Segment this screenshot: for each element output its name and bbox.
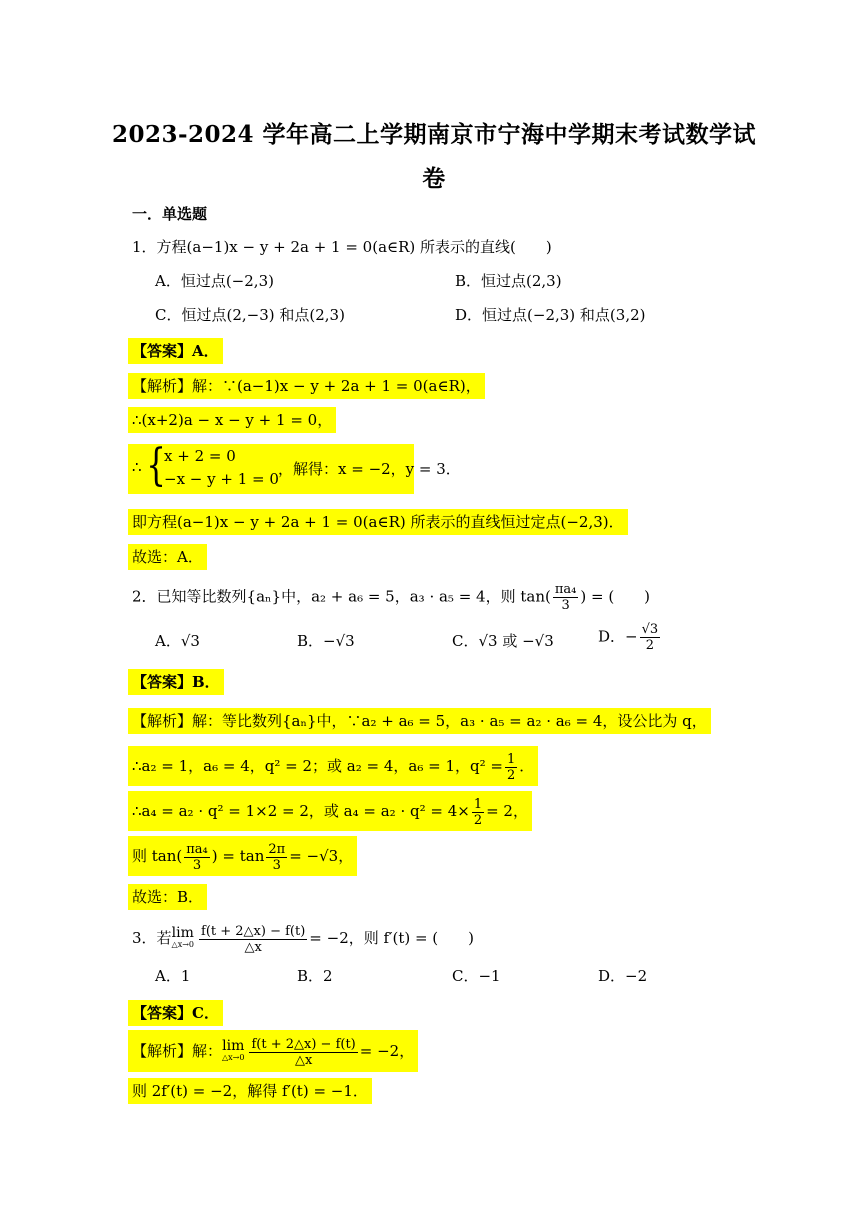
fraction-numerator: 2π — [268, 841, 286, 857]
q3-analysis-1-tail: = −2， — [359, 1042, 415, 1060]
fraction-numerator: πa₄ — [554, 582, 577, 597]
limit-subscript: △x→0 — [171, 940, 195, 949]
q1-system-row-1: x + 2 = 0 — [164, 447, 236, 465]
q1-option-d: D．恒过点(−2,3) 和点(3,2) — [455, 306, 646, 324]
q2-analysis-3-text: ∴a₄ = a₂ · q² = 1×2 = 2，或 a₄ = a₂ · q² = 4× — [132, 802, 470, 820]
q2-analysis-3 — [128, 791, 532, 831]
document-title-line-1: 2023-2024 学年高二上学期南京市宁海中学期末考试数学试 — [111, 121, 757, 148]
q1-analysis-2: ∴(x+2)a − x − y + 1 = 0， — [128, 407, 336, 433]
q3-analysis-1 — [128, 1030, 418, 1072]
q2-stem-text: 2．已知等比数列{aₙ}中，a₂ + a₆ = 5，a₃ · a₅ = 4，则 tan( — [132, 587, 551, 606]
q2-analysis-3-fraction — [472, 797, 484, 828]
limit-operator — [172, 927, 194, 951]
q1-system-row-2: −x − y + 1 = 0 — [164, 470, 279, 488]
q2-analysis-4-fraction-1 — [184, 842, 210, 873]
q1-analysis-4: 即方程(a−1)x − y + 2a + 1 = 0(a∈R) 所表示的直线恒过定点(−2,3)． — [128, 509, 628, 535]
fraction-numerator: 1 — [473, 796, 483, 812]
fraction-numerator: 1 — [506, 751, 516, 767]
fraction-denominator: 2 — [506, 767, 516, 783]
q3-analysis-1-fraction — [249, 1037, 357, 1068]
fraction-numerator: √3 — [641, 622, 659, 637]
q1-option-a: A．恒过点(−2,3) — [155, 272, 274, 290]
fraction-denominator: 2 — [645, 638, 655, 653]
q1-stem: 1．方程(a−1)x − y + 2a + 1 = 0(a∈R) 所表示的直线( ) — [132, 238, 552, 256]
q1-analysis-1: 【解析】解：∵(a−1)x − y + 2a + 1 = 0(a∈R)， — [128, 373, 485, 399]
fraction-numerator: f(t + 2△x) − f(t) — [201, 923, 306, 939]
q2-option-a: A．√3 — [155, 632, 200, 650]
fraction-denominator: △x — [244, 939, 262, 955]
q2-stem-fraction — [553, 582, 579, 613]
q2-analysis-4-mid: ) = tan — [211, 847, 265, 865]
q3-stem — [132, 920, 474, 956]
q1-system-solution: ，解得：x = −2，y = 3． — [278, 460, 461, 478]
q2-choice: 故选：B． — [128, 884, 207, 910]
q3-option-b: B．2 — [297, 967, 333, 985]
limit-subscript: △x→0 — [222, 1053, 245, 1062]
limit-word: lim — [171, 925, 194, 941]
q3-analysis-1-text: 【解析】解： — [132, 1042, 223, 1060]
q2-analysis-4-text: 则 tan( — [132, 847, 183, 865]
q3-option-a: A．1 — [155, 967, 191, 985]
q2-analysis-2 — [128, 746, 538, 786]
fraction-denominator: 3 — [192, 857, 202, 873]
q2-option-d — [598, 622, 662, 653]
fraction-numerator: πa₄ — [186, 841, 208, 857]
fraction-denominator: 2 — [473, 812, 483, 828]
section-heading: 一．单选题 — [132, 205, 208, 223]
q1-answer: 【答案】A． — [128, 338, 223, 364]
fraction-denominator: △x — [294, 1052, 313, 1068]
q2-option-c: C．√3 或 −√3 — [452, 632, 554, 650]
fraction-denominator: 3 — [272, 857, 281, 873]
q2-stem-tail: ) = ( ) — [580, 587, 651, 606]
therefore-symbol: ∴ — [132, 458, 142, 476]
q2-option-d-label: D．− — [598, 627, 638, 646]
q3-option-c: C．−1 — [452, 967, 501, 985]
q2-analysis-2-tail: ． — [519, 757, 535, 775]
q3-stem-text: 3．若 — [132, 929, 172, 947]
limit-operator — [222, 1040, 244, 1064]
q3-stem-tail: = −2，则 f′(t) = ( ) — [309, 929, 475, 947]
q1-option-b: B．恒过点(2,3) — [455, 272, 562, 290]
q2-answer: 【答案】B． — [128, 669, 224, 695]
q1-option-c: C．恒过点(2,−3) 和点(2,3) — [155, 306, 345, 324]
q2-stem — [132, 582, 650, 613]
document-title-line-2: 卷 — [422, 165, 446, 192]
q2-analysis-2-text: ∴a₂ = 1，a₆ = 4，q² = 2；或 a₂ = 4，a₆ = 1，q² = — [132, 757, 503, 775]
q3-analysis-2: 则 2f′(t) = −2，解得 f′(t) = −1． — [128, 1078, 372, 1104]
fraction-denominator: 3 — [561, 598, 570, 613]
q3-option-d: D．−2 — [598, 967, 648, 985]
q2-analysis-4 — [128, 836, 357, 876]
q2-analysis-2-fraction — [505, 752, 517, 783]
q1-system-block — [128, 440, 461, 494]
q2-option-d-fraction — [640, 622, 661, 653]
limit-word: lim — [222, 1038, 245, 1054]
q2-analysis-4-tail: = −√3， — [289, 847, 354, 865]
q2-option-b: B．−√3 — [297, 632, 355, 650]
q2-analysis-3-tail: = 2， — [486, 802, 528, 820]
q1-choice: 故选：A． — [128, 544, 207, 570]
q3-answer: 【答案】C． — [128, 1000, 223, 1026]
brace-icon: { — [146, 440, 166, 491]
q2-analysis-1: 【解析】解：等比数列{aₙ}中，∵a₂ + a₆ = 5，a₃ · a₅ = a₂ · a₆ = 4，设公比为 q， — [128, 708, 711, 734]
q2-analysis-4-fraction-2 — [266, 842, 287, 873]
fraction-numerator: f(t + 2△x) − f(t) — [251, 1036, 356, 1052]
q3-stem-fraction — [199, 924, 307, 955]
